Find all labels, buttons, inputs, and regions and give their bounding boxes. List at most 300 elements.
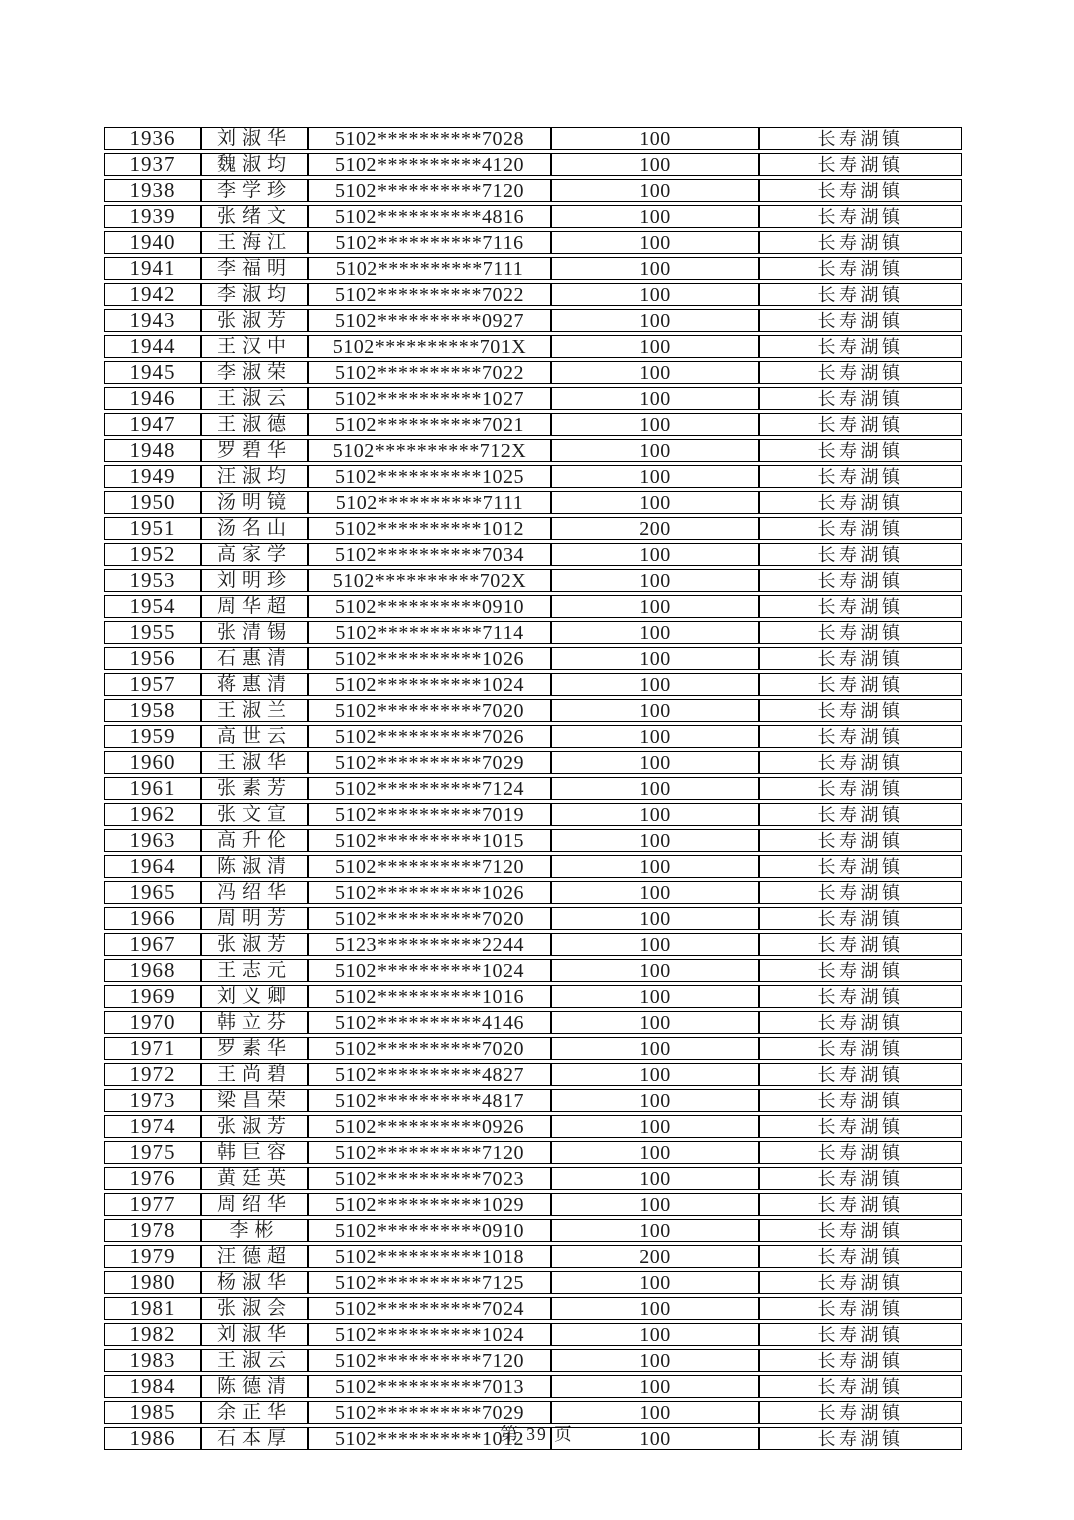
table-row: [104, 933, 962, 956]
cell-serial: 1957: [104, 673, 201, 696]
cell-id-number: 5102**********4817: [308, 1089, 551, 1112]
cell-serial: 1951: [104, 517, 201, 540]
table-row: [104, 1167, 962, 1190]
cell-id-number: 5102**********701X: [308, 335, 551, 358]
table-row: [104, 1349, 962, 1372]
cell-town: 长寿湖镇: [759, 413, 962, 436]
cell-id-number: 5123**********2244: [308, 933, 551, 956]
cell-amount: 100: [551, 569, 759, 592]
table-row: [104, 647, 962, 670]
cell-name: 张淑芳: [201, 309, 308, 332]
cell-name: 黄廷英: [201, 1167, 308, 1190]
table-row: [104, 803, 962, 826]
cell-town: 长寿湖镇: [759, 387, 962, 410]
table-row: [104, 387, 962, 410]
cell-id-number: 5102**********1012: [308, 1427, 551, 1450]
cell-town: 长寿湖镇: [759, 777, 962, 800]
cell-id-number: 5102**********1016: [308, 985, 551, 1008]
cell-serial: 1947: [104, 413, 201, 436]
table-row: [104, 1323, 962, 1346]
cell-town: 长寿湖镇: [759, 907, 962, 930]
cell-town: 长寿湖镇: [759, 1297, 962, 1320]
cell-id-number: 5102**********7022: [308, 283, 551, 306]
cell-amount: 100: [551, 231, 759, 254]
cell-town: 长寿湖镇: [759, 231, 962, 254]
table-row: [104, 439, 962, 462]
cell-amount: 100: [551, 1063, 759, 1086]
cell-id-number: 5102**********1025: [308, 465, 551, 488]
cell-serial: 1946: [104, 387, 201, 410]
cell-name: 张淑芳: [201, 1115, 308, 1138]
table-row: [104, 179, 962, 202]
table-row: [104, 1297, 962, 1320]
cell-town: 长寿湖镇: [759, 1037, 962, 1060]
cell-town: 长寿湖镇: [759, 361, 962, 384]
cell-name: 高世云: [201, 725, 308, 748]
cell-town: 长寿湖镇: [759, 881, 962, 904]
table-row: [104, 491, 962, 514]
cell-serial: 1959: [104, 725, 201, 748]
cell-serial: 1943: [104, 309, 201, 332]
cell-town: 长寿湖镇: [759, 1089, 962, 1112]
cell-amount: 100: [551, 1219, 759, 1242]
cell-amount: 100: [551, 1089, 759, 1112]
cell-name: 张清锡: [201, 621, 308, 644]
table-row: [104, 517, 962, 540]
cell-amount: 100: [551, 335, 759, 358]
cell-serial: 1965: [104, 881, 201, 904]
cell-name: 石本厚: [201, 1427, 308, 1450]
cell-name: 李彬: [201, 1219, 308, 1242]
cell-id-number: 5102**********7020: [308, 699, 551, 722]
cell-id-number: 5102**********4146: [308, 1011, 551, 1034]
cell-serial: 1969: [104, 985, 201, 1008]
table-row: [104, 257, 962, 280]
table-row: [104, 1089, 962, 1112]
cell-serial: 1978: [104, 1219, 201, 1242]
cell-town: 长寿湖镇: [759, 699, 962, 722]
cell-name: 冯绍华: [201, 881, 308, 904]
cell-serial: 1980: [104, 1271, 201, 1294]
cell-id-number: 5102**********7116: [308, 231, 551, 254]
cell-name: 王淑云: [201, 1349, 308, 1372]
cell-town: 长寿湖镇: [759, 1401, 962, 1424]
cell-amount: 100: [551, 1401, 759, 1424]
cell-id-number: 5102**********7114: [308, 621, 551, 644]
cell-name: 刘明珍: [201, 569, 308, 592]
table-row: [104, 777, 962, 800]
cell-amount: 100: [551, 309, 759, 332]
cell-town: 长寿湖镇: [759, 1271, 962, 1294]
cell-id-number: 5102**********7020: [308, 1037, 551, 1060]
cell-serial: 1939: [104, 205, 201, 228]
cell-amount: 100: [551, 1115, 759, 1138]
cell-serial: 1944: [104, 335, 201, 358]
cell-serial: 1970: [104, 1011, 201, 1034]
cell-id-number: 5102**********7028: [308, 127, 551, 150]
cell-amount: 100: [551, 595, 759, 618]
cell-town: 长寿湖镇: [759, 829, 962, 852]
page-number: 第 39 页: [500, 1424, 574, 1444]
table-row: [104, 855, 962, 878]
cell-id-number: 5102**********0910: [308, 1219, 551, 1242]
cell-name: 汪淑均: [201, 465, 308, 488]
cell-town: 长寿湖镇: [759, 1167, 962, 1190]
cell-serial: 1979: [104, 1245, 201, 1268]
cell-serial: 1985: [104, 1401, 201, 1424]
cell-name: 梁昌荣: [201, 1089, 308, 1112]
cell-id-number: 5102**********7034: [308, 543, 551, 566]
cell-amount: 100: [551, 907, 759, 930]
cell-serial: 1982: [104, 1323, 201, 1346]
cell-amount: 100: [551, 1193, 759, 1216]
cell-serial: 1976: [104, 1167, 201, 1190]
cell-name: 韩巨容: [201, 1141, 308, 1164]
table-row: [104, 1219, 962, 1242]
cell-name: 李福明: [201, 257, 308, 280]
beneficiary-table-body: [104, 127, 962, 1450]
table-row: [104, 335, 962, 358]
cell-id-number: 5102**********1024: [308, 1323, 551, 1346]
table-row: [104, 751, 962, 774]
cell-serial: 1937: [104, 153, 201, 176]
cell-amount: 200: [551, 517, 759, 540]
cell-serial: 1953: [104, 569, 201, 592]
cell-amount: 100: [551, 1037, 759, 1060]
cell-name: 王淑华: [201, 751, 308, 774]
cell-serial: 1961: [104, 777, 201, 800]
cell-serial: 1936: [104, 127, 201, 150]
cell-town: 长寿湖镇: [759, 309, 962, 332]
cell-serial: 1960: [104, 751, 201, 774]
cell-amount: 100: [551, 621, 759, 644]
table-row: [104, 309, 962, 332]
cell-name: 周明芳: [201, 907, 308, 930]
cell-amount: 100: [551, 1271, 759, 1294]
cell-amount: 100: [551, 413, 759, 436]
table-row: [104, 465, 962, 488]
cell-name: 王尚碧: [201, 1063, 308, 1086]
cell-amount: 100: [551, 543, 759, 566]
cell-name: 罗素华: [201, 1037, 308, 1060]
cell-id-number: 5102**********1029: [308, 1193, 551, 1216]
cell-serial: 1967: [104, 933, 201, 956]
table-row: [104, 1271, 962, 1294]
cell-town: 长寿湖镇: [759, 595, 962, 618]
cell-serial: 1945: [104, 361, 201, 384]
table-row: [104, 699, 962, 722]
cell-name: 张文宣: [201, 803, 308, 826]
cell-name: 高升伦: [201, 829, 308, 852]
cell-amount: 100: [551, 1349, 759, 1372]
cell-name: 王汉中: [201, 335, 308, 358]
cell-town: 长寿湖镇: [759, 205, 962, 228]
cell-id-number: 5102**********7029: [308, 751, 551, 774]
cell-name: 刘淑华: [201, 127, 308, 150]
cell-name: 周华超: [201, 595, 308, 618]
cell-town: 长寿湖镇: [759, 1245, 962, 1268]
cell-amount: 100: [551, 1297, 759, 1320]
cell-serial: 1942: [104, 283, 201, 306]
cell-id-number: 5102**********7029: [308, 1401, 551, 1424]
cell-id-number: 5102**********7024: [308, 1297, 551, 1320]
table-row: [104, 283, 962, 306]
cell-amount: 100: [551, 491, 759, 514]
table-row: [104, 907, 962, 930]
cell-id-number: 5102**********1012: [308, 517, 551, 540]
cell-id-number: 5102**********7026: [308, 725, 551, 748]
cell-id-number: 5102**********0910: [308, 595, 551, 618]
cell-id-number: 5102**********0926: [308, 1115, 551, 1138]
cell-id-number: 5102**********7022: [308, 361, 551, 384]
cell-town: 长寿湖镇: [759, 283, 962, 306]
cell-serial: 1964: [104, 855, 201, 878]
table-row: [104, 1141, 962, 1164]
cell-town: 长寿湖镇: [759, 933, 962, 956]
cell-town: 长寿湖镇: [759, 335, 962, 358]
cell-name: 张淑芳: [201, 933, 308, 956]
cell-serial: 1977: [104, 1193, 201, 1216]
cell-id-number: 5102**********712X: [308, 439, 551, 462]
cell-town: 长寿湖镇: [759, 1141, 962, 1164]
cell-town: 长寿湖镇: [759, 465, 962, 488]
cell-amount: 100: [551, 1375, 759, 1398]
cell-amount: 200: [551, 1245, 759, 1268]
cell-amount: 100: [551, 1427, 759, 1450]
cell-town: 长寿湖镇: [759, 491, 962, 514]
cell-serial: 1973: [104, 1089, 201, 1112]
cell-town: 长寿湖镇: [759, 1323, 962, 1346]
cell-id-number: 5102**********1026: [308, 881, 551, 904]
cell-town: 长寿湖镇: [759, 543, 962, 566]
table-row: [104, 985, 962, 1008]
table-row: [104, 1193, 962, 1216]
cell-amount: 100: [551, 725, 759, 748]
cell-amount: 100: [551, 829, 759, 852]
cell-amount: 100: [551, 127, 759, 150]
cell-serial: 1972: [104, 1063, 201, 1086]
cell-id-number: 5102**********7023: [308, 1167, 551, 1190]
cell-amount: 100: [551, 153, 759, 176]
cell-town: 长寿湖镇: [759, 1219, 962, 1242]
cell-town: 长寿湖镇: [759, 569, 962, 592]
cell-name: 王志元: [201, 959, 308, 982]
table-row: [104, 543, 962, 566]
cell-amount: 100: [551, 439, 759, 462]
table-row: [104, 205, 962, 228]
cell-serial: 1968: [104, 959, 201, 982]
cell-id-number: 5102**********4120: [308, 153, 551, 176]
cell-amount: 100: [551, 179, 759, 202]
cell-id-number: 5102**********0927: [308, 309, 551, 332]
cell-amount: 100: [551, 777, 759, 800]
cell-name: 王淑德: [201, 413, 308, 436]
cell-name: 汤明镜: [201, 491, 308, 514]
cell-town: 长寿湖镇: [759, 257, 962, 280]
cell-id-number: 5102**********1024: [308, 959, 551, 982]
table-row: [104, 1037, 962, 1060]
cell-serial: 1984: [104, 1375, 201, 1398]
table-row: [104, 725, 962, 748]
cell-town: 长寿湖镇: [759, 855, 962, 878]
cell-town: 长寿湖镇: [759, 647, 962, 670]
cell-serial: 1983: [104, 1349, 201, 1372]
cell-serial: 1954: [104, 595, 201, 618]
table-row: [104, 881, 962, 904]
cell-name: 汤名山: [201, 517, 308, 540]
cell-town: 长寿湖镇: [759, 1427, 962, 1450]
cell-serial: 1963: [104, 829, 201, 852]
cell-town: 长寿湖镇: [759, 751, 962, 774]
cell-amount: 100: [551, 361, 759, 384]
cell-amount: 100: [551, 933, 759, 956]
cell-name: 石惠清: [201, 647, 308, 670]
cell-town: 长寿湖镇: [759, 725, 962, 748]
cell-amount: 100: [551, 205, 759, 228]
cell-amount: 100: [551, 1011, 759, 1034]
table-row: [104, 829, 962, 852]
cell-id-number: 5102**********702X: [308, 569, 551, 592]
cell-name: 陈淑清: [201, 855, 308, 878]
cell-id-number: 5102**********7111: [308, 491, 551, 514]
cell-town: 长寿湖镇: [759, 959, 962, 982]
cell-name: 蒋惠清: [201, 673, 308, 696]
cell-id-number: 5102**********4816: [308, 205, 551, 228]
cell-id-number: 5102**********7120: [308, 1349, 551, 1372]
cell-name: 李淑荣: [201, 361, 308, 384]
cell-id-number: 5102**********7111: [308, 257, 551, 280]
cell-serial: 1975: [104, 1141, 201, 1164]
cell-amount: 100: [551, 1141, 759, 1164]
cell-serial: 1986: [104, 1427, 201, 1450]
cell-amount: 100: [551, 1167, 759, 1190]
cell-amount: 100: [551, 699, 759, 722]
table-row: [104, 1245, 962, 1268]
cell-id-number: 5102**********7124: [308, 777, 551, 800]
table-row: [104, 153, 962, 176]
cell-serial: 1941: [104, 257, 201, 280]
cell-id-number: 5102**********1026: [308, 647, 551, 670]
cell-town: 长寿湖镇: [759, 1375, 962, 1398]
cell-serial: 1974: [104, 1115, 201, 1138]
cell-serial: 1971: [104, 1037, 201, 1060]
cell-amount: 100: [551, 985, 759, 1008]
cell-id-number: 5102**********7125: [308, 1271, 551, 1294]
cell-town: 长寿湖镇: [759, 803, 962, 826]
cell-serial: 1938: [104, 179, 201, 202]
table-row: [104, 959, 962, 982]
table-row: [104, 1115, 962, 1138]
cell-name: 高家学: [201, 543, 308, 566]
cell-town: 长寿湖镇: [759, 673, 962, 696]
beneficiary-table: [104, 124, 962, 1453]
table-row: [104, 231, 962, 254]
cell-id-number: 5102**********1027: [308, 387, 551, 410]
cell-id-number: 5102**********1018: [308, 1245, 551, 1268]
cell-id-number: 5102**********7013: [308, 1375, 551, 1398]
cell-town: 长寿湖镇: [759, 127, 962, 150]
cell-serial: 1950: [104, 491, 201, 514]
cell-serial: 1952: [104, 543, 201, 566]
cell-name: 刘义卿: [201, 985, 308, 1008]
cell-amount: 100: [551, 283, 759, 306]
cell-town: 长寿湖镇: [759, 517, 962, 540]
cell-name: 陈德清: [201, 1375, 308, 1398]
cell-name: 刘淑华: [201, 1323, 308, 1346]
cell-amount: 100: [551, 465, 759, 488]
cell-name: 杨淑华: [201, 1271, 308, 1294]
cell-name: 罗碧华: [201, 439, 308, 462]
table-row: [104, 569, 962, 592]
cell-serial: 1940: [104, 231, 201, 254]
cell-id-number: 5102**********7120: [308, 179, 551, 202]
table-row: [104, 621, 962, 644]
cell-id-number: 5102**********7020: [308, 907, 551, 930]
cell-name: 余正华: [201, 1401, 308, 1424]
cell-id-number: 5102**********1024: [308, 673, 551, 696]
cell-name: 汪德超: [201, 1245, 308, 1268]
cell-amount: 100: [551, 803, 759, 826]
cell-name: 张淑会: [201, 1297, 308, 1320]
cell-amount: 100: [551, 647, 759, 670]
table-row: [104, 127, 962, 150]
cell-amount: 100: [551, 855, 759, 878]
cell-town: 长寿湖镇: [759, 985, 962, 1008]
cell-id-number: 5102**********7019: [308, 803, 551, 826]
cell-amount: 100: [551, 673, 759, 696]
table-row: [104, 673, 962, 696]
cell-id-number: 5102**********4827: [308, 1063, 551, 1086]
table-row: [104, 413, 962, 436]
table-row: [104, 595, 962, 618]
cell-amount: 100: [551, 1323, 759, 1346]
cell-name: 王淑兰: [201, 699, 308, 722]
cell-id-number: 5102**********7120: [308, 855, 551, 878]
cell-amount: 100: [551, 257, 759, 280]
cell-name: 李淑均: [201, 283, 308, 306]
table-row: [104, 1011, 962, 1034]
cell-name: 张素芳: [201, 777, 308, 800]
cell-serial: 1981: [104, 1297, 201, 1320]
cell-town: 长寿湖镇: [759, 1193, 962, 1216]
cell-name: 周绍华: [201, 1193, 308, 1216]
cell-name: 张绪文: [201, 205, 308, 228]
cell-town: 长寿湖镇: [759, 179, 962, 202]
cell-name: 王淑云: [201, 387, 308, 410]
cell-serial: 1955: [104, 621, 201, 644]
table-row: [104, 1063, 962, 1086]
cell-serial: 1958: [104, 699, 201, 722]
cell-town: 长寿湖镇: [759, 621, 962, 644]
table-row: [104, 1375, 962, 1398]
cell-serial: 1956: [104, 647, 201, 670]
cell-amount: 100: [551, 881, 759, 904]
cell-id-number: 5102**********1015: [308, 829, 551, 852]
cell-name: 李学珍: [201, 179, 308, 202]
table-row: [104, 361, 962, 384]
cell-serial: 1962: [104, 803, 201, 826]
cell-id-number: 5102**********7120: [308, 1141, 551, 1164]
cell-serial: 1966: [104, 907, 201, 930]
cell-serial: 1948: [104, 439, 201, 462]
cell-town: 长寿湖镇: [759, 153, 962, 176]
cell-amount: 100: [551, 959, 759, 982]
cell-town: 长寿湖镇: [759, 439, 962, 462]
cell-name: 韩立芬: [201, 1011, 308, 1034]
cell-town: 长寿湖镇: [759, 1349, 962, 1372]
cell-amount: 100: [551, 751, 759, 774]
cell-name: 魏淑均: [201, 153, 308, 176]
